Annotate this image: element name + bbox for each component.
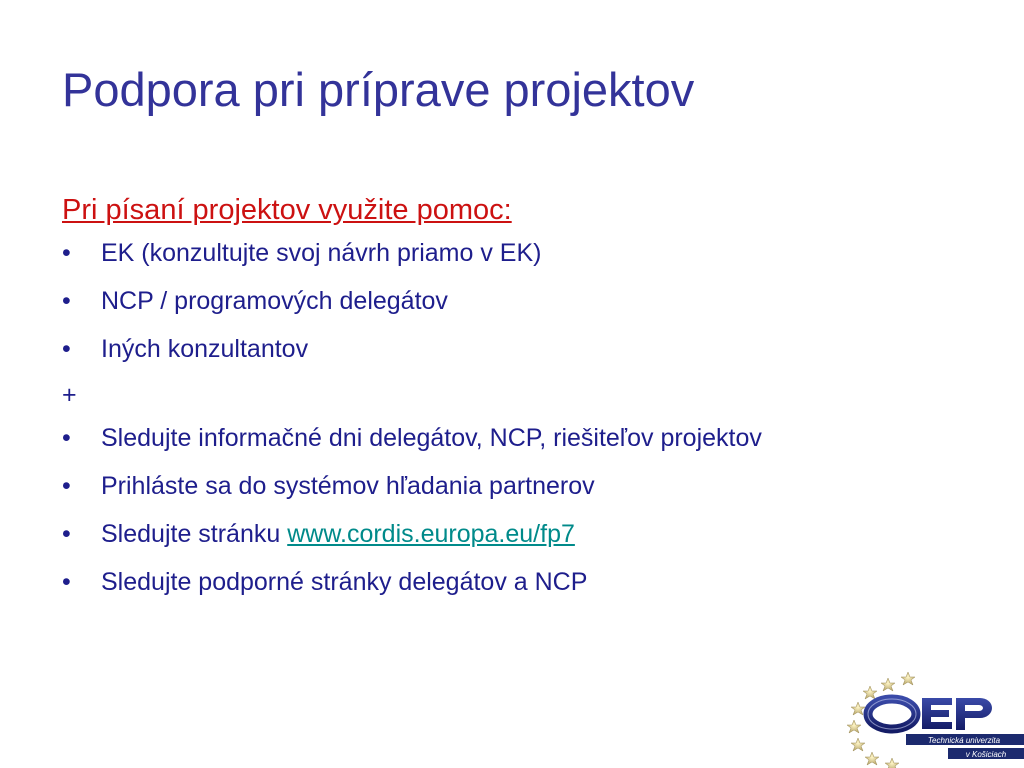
bullet-icon: • xyxy=(62,568,71,596)
slide-content xyxy=(62,192,962,614)
intro-heading: Pri písaní projektov využite pomoc: xyxy=(62,194,512,226)
bullet-icon: • xyxy=(62,424,71,452)
bullet-icon: • xyxy=(62,287,71,315)
list-item-text: Sledujte informačné dni delegátov, NCP, riešiteľov projektov xyxy=(101,424,762,452)
list-item-text: Sledujte stránku xyxy=(101,520,288,548)
oep-wordmark xyxy=(868,698,992,730)
bullet-icon: • xyxy=(62,472,71,500)
oep-logo-icon xyxy=(836,668,1024,768)
star-ring xyxy=(847,672,915,768)
bullet-icon: • xyxy=(62,335,71,363)
bullet-icon: • xyxy=(62,520,71,548)
list-item-text: Sledujte podporné stránky delegátov a NCP xyxy=(101,568,588,596)
bullet-list-top xyxy=(62,237,962,366)
list-item xyxy=(62,566,962,599)
list-item xyxy=(62,237,962,270)
list-item-text: Iných konzultantov xyxy=(101,335,309,363)
bullet-icon: • xyxy=(62,239,71,267)
list-item-text: NCP / programových delegátov xyxy=(101,287,448,315)
bullet-list-bottom xyxy=(62,422,962,599)
list-item xyxy=(62,333,962,366)
plus-separator: + xyxy=(62,381,77,409)
cordis-link[interactable]: www.cordis.europa.eu/fp7 xyxy=(287,520,575,548)
list-item xyxy=(62,285,962,318)
logo-line1: Technická univerzita xyxy=(927,736,1001,745)
list-item-text: Prihláste sa do systémov hľadania partnerov xyxy=(101,472,595,500)
list-item-text: EK (konzultujte svoj návrh priamo v EK) xyxy=(101,239,542,267)
slide-title: Podpora pri príprave projektov xyxy=(62,63,695,116)
list-item xyxy=(62,422,962,455)
logo-line2: v Košiciach xyxy=(965,750,1007,759)
list-item xyxy=(62,518,962,551)
list-item xyxy=(62,470,962,503)
